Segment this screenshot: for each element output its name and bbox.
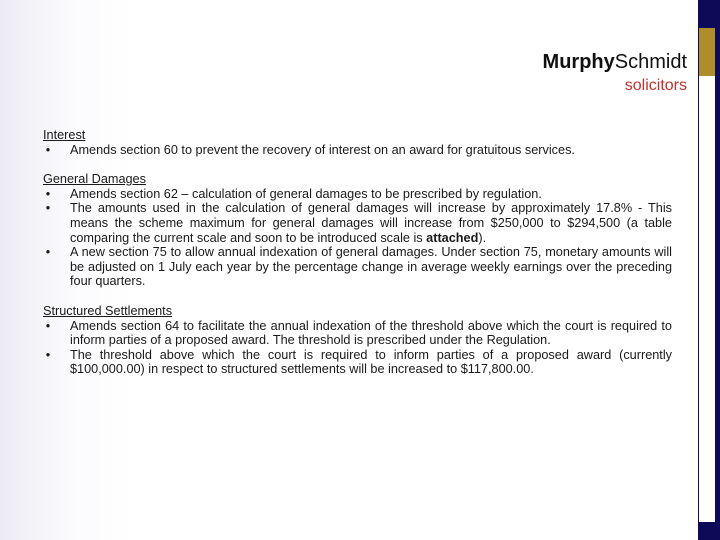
section-structured-settlements: [43, 304, 672, 377]
section-general-damages: [43, 172, 672, 289]
bullet-symbol: •: [45, 201, 51, 216]
bullet-text: Amends section 64 to facilitate the annual indexation of the threshold above which the court is required to inform parties of a proposed award. The threshold is prescribed under the Regulation.: [70, 318, 672, 348]
bullet-item: [43, 319, 672, 348]
white-inner-strip: [699, 76, 715, 522]
firm-logo: [543, 50, 687, 95]
bullet-item: [43, 187, 672, 202]
firm-name-regular: Schmidt: [614, 51, 687, 73]
bullet-text: The amounts used in the calculation of general damages will increase by approximately 17.8% - This means the scheme maximum for general damages will increase from $250,000 to $294,500 (a table comparing the current scale and soon to be introduced scale is: [70, 201, 672, 245]
section-title: Interest: [43, 128, 86, 142]
bullet-symbol: •: [45, 142, 51, 157]
bullet-symbol: •: [45, 347, 51, 362]
slide-content: [43, 128, 672, 392]
firm-tagline: solicitors: [624, 77, 687, 94]
bullet-symbol: •: [45, 318, 51, 333]
section-title: General Damages: [43, 172, 146, 187]
section-interest: [43, 128, 672, 157]
bullet-text-bold: attached: [426, 230, 479, 245]
bullet-text: Amends section 60 to prevent the recovery of interest on an award for gratuitous services.: [70, 142, 575, 157]
gold-accent-block: [699, 28, 715, 76]
section-title: Structured Settlements: [43, 303, 173, 318]
bullet-symbol: •: [45, 186, 51, 201]
bullet-text: The threshold above which the court is required to inform parties of a proposed award (currently $100,000.00) in respect to structured settlements will be increased to $117,800.00.: [70, 347, 672, 377]
bullet-text: Amends section 62 – calculation of general damages to be prescribed by regulation.: [70, 186, 542, 201]
bullet-item: [43, 201, 672, 245]
bullet-symbol: •: [45, 245, 51, 260]
bullet-item: [43, 143, 672, 158]
bullet-item: [43, 245, 672, 289]
bullet-text: A new section 75 to allow annual indexation of general damages. Under section 75, monetary amounts will be adjusted on 1 July each year by the percentage change in average weekly earnings over the preceding four quarters.: [70, 245, 672, 289]
firm-name: [543, 50, 687, 74]
bullet-text-after: ).: [478, 230, 487, 245]
bullet-item: [43, 348, 672, 377]
firm-name-bold: Murphy: [542, 51, 615, 73]
